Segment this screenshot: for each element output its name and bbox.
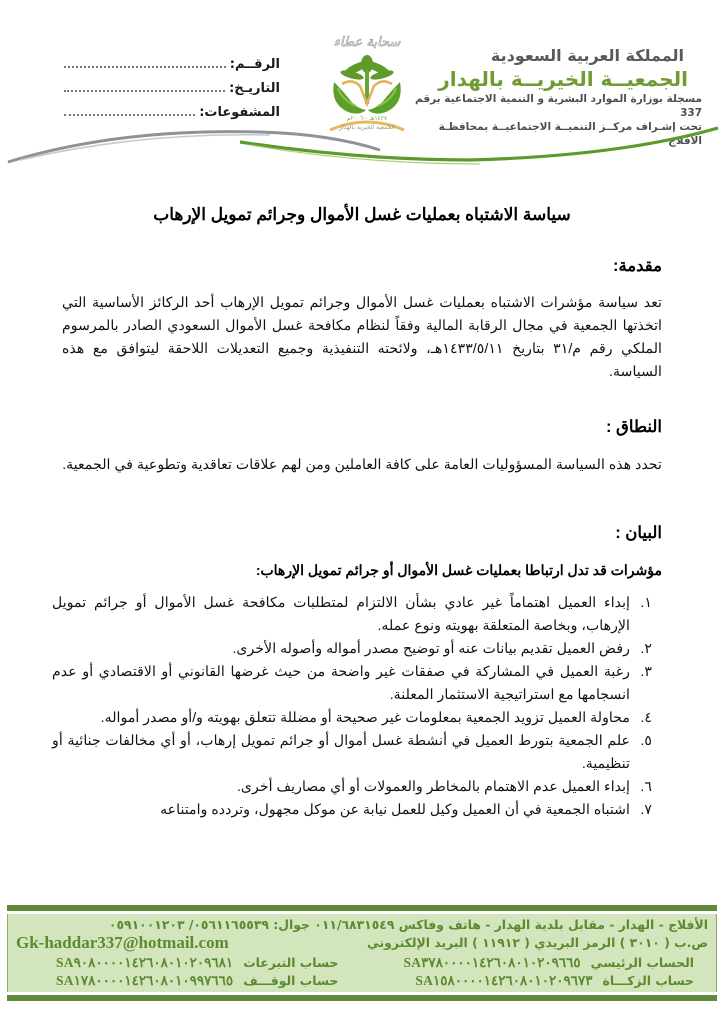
logo-year: ١٤٢٧هـ - ٢٠٠٦م [346,115,388,122]
footer-bottom-bar [7,995,717,1001]
list-item-number: ٦. [640,779,652,795]
account-number: SA١٧٨٠٠٠٠١٤٢٦٠٨٠١٠٩٩٧٦٦٥ [56,972,234,988]
list-item-text: رغبة العميل في المشاركة في صفقات غير واضحة من حيث غرضها القانوني أو الاقتصادي أو عدم انسجامها مع استراتيجية الاستثمار المعلنة. [52,664,630,703]
list-item-text: محاولة العميل تزويد الجمعية بمعلومات غير صحيحة أو مضللة تتعلق بهويته و/أو مصدر أمواله. [100,710,630,726]
list-item-number: ٥. [640,733,652,749]
ref-date-field [60,80,280,104]
list-item-number: ١. [640,595,652,611]
supervision-note: تحت إشـراف مركــز التنميــة الاجتماعيــة بمحافظـة الأفلاج [438,121,702,147]
list-item [52,730,662,776]
footer-contact-band [7,914,717,992]
account-number: SA٩٠٨٠٠٠٠١٤٢٦٠٨٠١٠٢٠٩٦٨١ [56,954,234,970]
footer-po-box: ص.ب ( ٣٠١٠ ) الرمز البريدي ( ١١٩١٢ ) البريد الإلكتروني [366,935,708,950]
organization-name: الجمعيــة الخيريــة بالهدار [438,67,688,91]
scope-paragraph: تحدد هذه السياسة المسؤوليات العامة على كافة العاملين ومن لهم علاقات تعاقدية وتطوعية في الجمعية. [62,457,662,473]
ref-date-blank [64,80,225,92]
list-item-text: إبداء العميل اهتماماً غير عادي بشأن الالتزام لمتطلبات مكافحة غسل الأموال أو جرائم تمويل الإرهاب، وبخاصة المتعلقة بهويته ونوع عمله. [52,595,630,634]
list-item-number: ٢. [640,641,652,657]
footer-po-line [16,933,708,952]
section-heading-scope: النطاق : [605,418,662,436]
list-item-number: ٧. [640,802,652,818]
reference-fields [60,56,280,128]
account-endowment [56,973,338,989]
list-item [52,707,662,730]
contact-footer [7,905,717,1005]
section-heading-statement: البيان : [615,524,662,542]
registration-note: مسجلة بوزارة الموارد البشرية و التنمية الاجتماعية برقم 337 [415,93,702,119]
footer-email-link[interactable]: Gk-haddar337@hotmail.com [16,932,229,952]
ref-date-label: التاريـخ: [229,81,280,96]
account-main [403,955,694,971]
country-name: المملكة العربية السعودية [490,46,684,65]
account-label: حساب التبرعات [243,955,339,970]
list-item-text: إبداء العميل عدم الاهتمام بالمخاطر والعمولات أو أي مصاريف أخرى. [236,779,630,795]
header-swoosh-divider [0,120,724,180]
list-item-number: ٤. [640,710,652,726]
indicators-subheading: مؤشرات قد تدل ارتباطا بعمليات غسل الأموال أو جرائم تمويل الإرهاب: [255,562,662,578]
list-item [52,592,662,638]
ref-number-blank [64,56,226,68]
list-item [52,661,662,707]
ref-attachments-label: المشفوعات: [199,105,280,120]
list-item [52,799,662,822]
logo-caption: الجمعية الخيرية بالهدار [339,124,395,131]
footer-top-bar [7,905,717,911]
introduction-paragraph: تعد سياسة مؤشرات الاشتباه بعمليات غسل الأموال وجرائم تمويل الإرهاب أحد الركائز الأساسية التي اتخذتها الجمعية في مجال الرقابة المالية وفقاً لنظام مكافحة غسل الأموال السعودي الصادر بالمرسوم الملكي رقم م/٣١ بتاريخ ١٤٣٣/٥/١١هـ، ولائحته التنفيذية وجميع التعديلات اللاحقة ليتوافق مع هذه السياسة. [62,295,662,380]
account-label: حساب الزكـــاة [602,973,694,988]
section-heading-introduction: مقدمة: [612,257,662,275]
list-item-text: اشتباه الجمعية في أن العميل وكيل للعمل نيابة عن موكل مجهول، وتردده وامتناعه [160,802,630,818]
logo-motto: سحابة عطاء [333,35,401,50]
green-swoosh [240,128,718,160]
indicators-list [52,592,662,822]
account-number: SA١٥٨٠٠٠٠١٤٢٦٠٨٠١٠٢٠٩٦٧٣ [415,972,593,988]
list-item-text: علم الجمعية بتورط العميل في أنشطة غسل أموال أو جرائم تمويل إرهاب، أو أي مخالفات جنائية أو تنظيمية. [52,733,630,772]
list-item-number: ٣. [640,664,652,680]
account-zakat [415,973,694,989]
list-item [52,776,662,799]
palm-icon [340,55,395,104]
account-number: SA٣٧٨٠٠٠٠١٤٢٦٠٨٠١٠٢٠٩٦٦٥ [403,954,581,970]
ref-attachments-blank [64,104,195,116]
account-label: حساب الوقـــف [243,973,339,988]
ref-number-field [60,56,280,80]
list-item [52,638,662,661]
ref-number-label: الرقــم: [229,57,280,72]
footer-address: الأفلاج - الهدار - مقابل بلدية الهدار - هاتف وفاكس ٠١١/٦٨٣١٥٤٩ جوال: ٠٥٦١١٦٥٥٣٩/ ٠٥٩١٠٠١٢٠٣ [108,917,708,932]
account-donations [56,955,338,971]
footer-accounts-row-2 [16,971,708,990]
document-title: سياسة الاشتباه بعمليات غسل الأموال وجرائم تمويل الإرهاب [153,205,571,224]
list-item-text: رفض العميل تقديم بيانات عنه أو توضيح مصدر أمواله وأصوله الأخرى. [232,641,630,657]
footer-address-line [16,915,708,934]
footer-accounts-row-1 [16,953,708,972]
account-label: الحساب الرئيسي [590,955,694,970]
